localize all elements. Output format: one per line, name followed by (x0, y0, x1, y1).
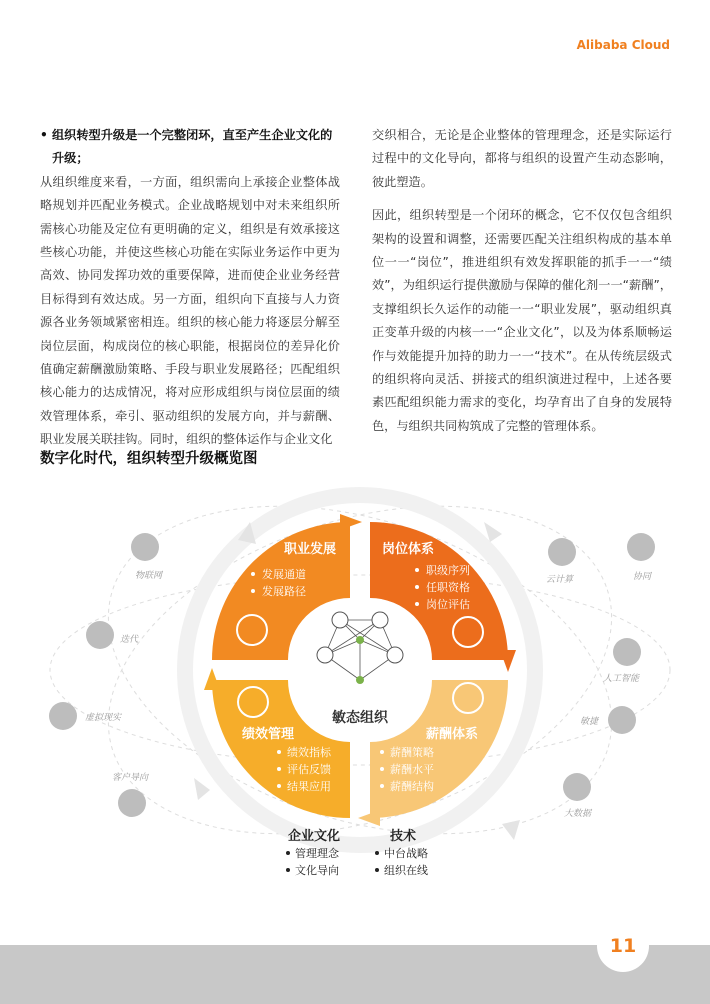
bullet-heading-line2: 升级； (52, 151, 89, 166)
right-paragraph-1: 交织相合，无论是企业整体的管理理念，还是实际运行过程中的文化导向，都将与组织的设置产生动态影响，彼此塑造。 (372, 128, 672, 189)
brand-logo: Alibaba Cloud (576, 38, 670, 52)
icon-label: 云计算 (546, 575, 574, 585)
big-data-icon (563, 773, 591, 801)
quadrant-title: 绩效管理 (241, 727, 295, 742)
left-column (40, 124, 340, 452)
cloud-computing-icon (548, 538, 576, 566)
quadrant-item: 任职资格 (426, 581, 470, 594)
quadrant-title: 岗位体系 (381, 542, 435, 557)
iot-icon (131, 533, 159, 561)
vr-icon (49, 702, 77, 730)
collaboration-icon (627, 533, 655, 561)
bottom-item: 文化导向 (295, 864, 339, 877)
bullet-heading: • 组织转型升级是一个完整闭环，直至产生企业文化的 升级； (40, 124, 340, 171)
icon-label: 虚拟现实 (85, 713, 122, 723)
ai-icon (613, 638, 641, 666)
quadrant-item: 薪酬结构 (390, 780, 434, 793)
quadrant-item: 职级序列 (426, 564, 470, 577)
quadrant-item: 评估反馈 (287, 763, 331, 776)
quadrant-item: 发展通道 (262, 568, 306, 581)
quadrant-item: 薪酬水平 (390, 763, 434, 776)
iteration-icon (86, 621, 114, 649)
quadrant-title: 职业发展 (283, 542, 337, 557)
culture-block (286, 828, 340, 877)
left-paragraph: 从组织维度来看，一方面，组织需向上承接企业整体战略规划并匹配业务模式。企业战略规划中对未来组织所需核心功能及定位有更明确的定义，组织是有效承接这些核心功能，并使这些核心功能在实际业务运作中更为高效、协同发挥功效的重要保障，进而使企业业务经营目标得到有效达成。另一方面，组织向下直接与人力资源各业务领域紧密相连。组织的核心能力将逐层分解至岗位层面，构成岗位的核心职能，根据岗位的差异化价值确定薪酬激励策略、手段与职业发展路径；匹配组织核心能力的达成情况，将对应形成组织与岗位层面的绩效管理体系，牵引、驱动组织的发展方向，并与薪酬、职业发展关联挂钩。同时，组织的整体运作与企业文化 (40, 174, 340, 447)
quadrant-title: 薪酬体系 (425, 727, 479, 742)
right-paragraph-2: 因此，组织转型是一个闭环的概念，它不仅仅包含组织架构的设置和调整，还需要匹配关注组织构成的基本单位一一“岗位”，推进组织有效发挥职能的抓手一一“绩效”，为组织运行提供激励与保障的催化剂一一“薪酬”，支撑组织长久运作的动能一一“职业发展”，驱动组织真正变革升级的内核一一“企业文化”，以及为体系顺畅运作与效能提升加持的助力一一“技术”。在从传统层级式的组织将向灵活、拼接式的组织演进过程中，上述各要素匹配组织能力需求的变化，均孕育出了自身的发展特色，与组织共同构筑成了完整的管理体系。 (372, 208, 672, 433)
network-graphic (325, 620, 395, 680)
bottom-item: 组织在线 (384, 864, 428, 877)
icon-label: 迭代 (120, 635, 139, 645)
right-column (372, 124, 672, 438)
org-transformation-diagram (0, 470, 710, 940)
icon-label: 人工智能 (603, 674, 640, 684)
icon-label: 敏捷 (580, 717, 599, 727)
left-icons (49, 533, 164, 817)
quadrant-item: 岗位评估 (426, 598, 470, 611)
center-label: 敏态组织 (332, 710, 388, 726)
quadrant-item: 发展路径 (262, 585, 306, 598)
bottom-item: 管理理念 (295, 847, 339, 860)
bottom-title: 企业文化 (287, 829, 341, 844)
bottom-item: 中台战略 (384, 847, 428, 860)
section-title: 数字化时代，组织转型升级概览图 (40, 451, 258, 467)
icon-label: 大数据 (564, 809, 592, 819)
quadrant-item: 结果应用 (287, 780, 331, 793)
quadrant-item: 绩效指标 (287, 746, 331, 759)
icon-label: 协同 (633, 572, 652, 582)
icon-label: 客户导向 (112, 773, 149, 783)
customer-icon (118, 789, 146, 817)
bottom-title: 技术 (389, 829, 417, 844)
icon-label: 物联网 (135, 571, 163, 581)
page-number: 11 (597, 920, 649, 972)
quadrant-item: 薪酬策略 (390, 746, 434, 759)
agile-icon (608, 706, 636, 734)
bullet-heading-line1: 组织转型升级是一个完整闭环，直至产生企业文化的 (52, 128, 333, 142)
